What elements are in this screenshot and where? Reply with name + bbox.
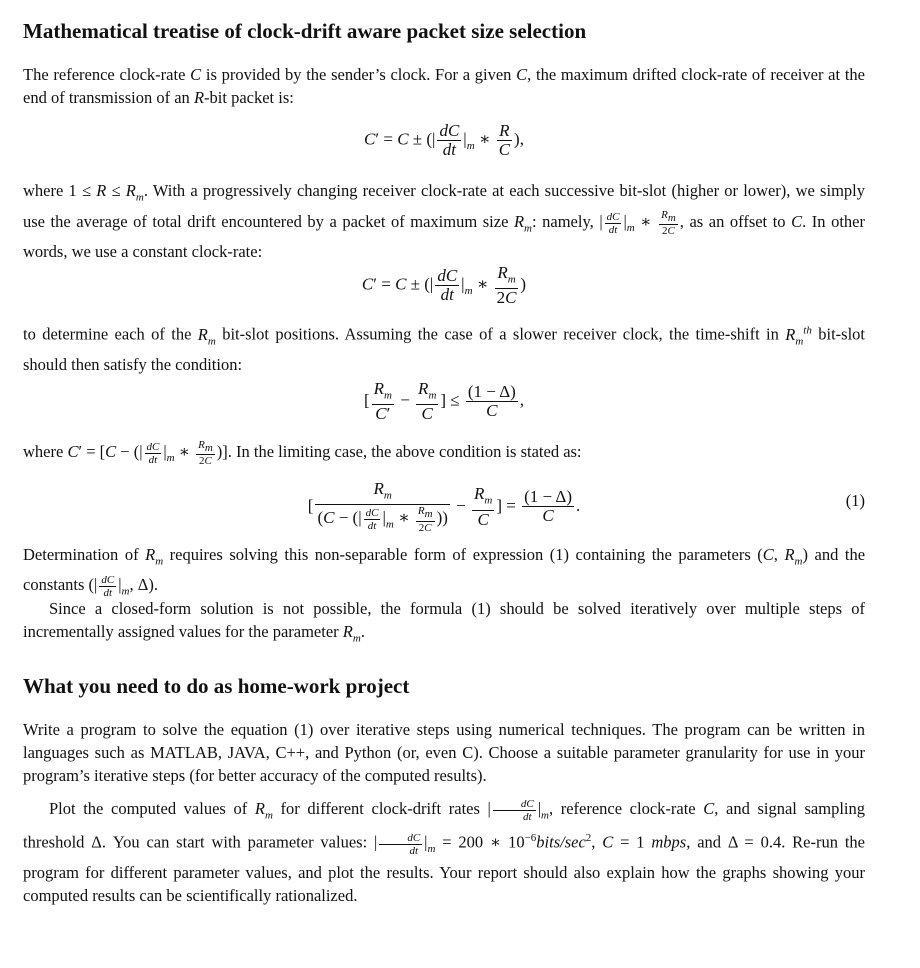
paragraph-average-drift: where $1 \le R \le R_m$. With a progressively changing receiver clock-rate at each successive bit-slot (higher or lower), we simply use the average of total drift encountered by a packet of maximum size $R_m$: namely, | $\frac{dC}{dt}$ $|_m$ ∗ $\frac{R_m}{2C}$ , as an offset to C. In other words, we use a constant clock-rate: [23, 181, 865, 262]
paragraph-plot-values: Plot the computed values of $R_m$ for different clock-drift rates | $\frac{dC}{dt}$ $|_m$, reference clock-rate C, and signal sampling threshold Δ. You can start with parameter values: | $\frac{dC}{dt}$ $|_m = 200$ ∗ $10^{-6}bits/\sec^2$, C = 1 mbps, and Δ = 0.4. Re-run the program for different parameter values, and plot the results. Your report should also explain how the graphs showing your computed results can be scientifically rationalized. [23, 797, 866, 906]
equation-condition: [ $\frac{R_m}{C'}$ − $\frac{R_m}{C}$ ] ≤ $\frac{(1 - \Delta)}{C}$ , [363, 379, 525, 424]
section-title-treatise: Mathematical treatise of clock-drift aware packet size selection [23, 19, 587, 43]
equation-number: (1) [845, 491, 865, 510]
paragraph-reference-clock: The reference clock-rate C is provided by the sender’s clock. For a given C, the maximum drifted clock-rate of receiver at the end of transmission of an R-bit packet is: [23, 65, 865, 107]
equation-constant-rate: C′ = C ± (| $\frac{dC}{dt}$ $|_m$ ∗ $\frac{R_m}{2C}$ ) [361, 263, 527, 308]
paragraph-where-cprime: where C′ = [C − (| $\frac{dC}{dt}$ $|_m$ ∗ $\frac{R_m}{2C}$ )]. In the limiting case, the above condition is stated as: [23, 439, 582, 468]
paragraph-write-program: Write a program to solve the equation (1) over iterative steps using numerical techniques. The program can be written in languages such as MATLAB, JAVA, C++, and Python (or, even C). Choose a suitable parameter granularity for use in your program’s iterative steps (for better accuracy of the computed results). [23, 720, 865, 785]
equation-1-limiting: [ $R_m$ (C − (| $\frac{dC}{dt}$ $|_m$ ∗ $\frac{R_m}{2C}$ )) − $\frac{R_m}{C}$ ] = $\frac{(1 - \Delta)}{C}$ . [307, 479, 581, 534]
section-title-homework: What you need to do as home-work project [23, 674, 410, 698]
paragraph-determination: Determination of $R_m$ requires solving this non-separable form of expression (1) containing the parameters (C, $R_m$) and the constants (| $\frac{dC}{dt}$ $|_m$, Δ). [23, 545, 866, 600]
paragraph-iterative: Since a closed-form solution is not possible, the formula (1) should be solved iteratively over multiple steps of incrementally assigned values for the parameter $R_m$. [23, 599, 865, 645]
paragraph-bit-slot: to determine each of the $R_m$ bit-slot positions. Assuming the case of a slower receiver clock, the time-shift in $R_m^{th}$ bit-slot should then satisfy the condition: [23, 324, 865, 374]
equation-drifted-rate: C′ = C ± (| $\frac{dC}{dt}$ $|_m$ ∗ $\frac{R}{C}$ ), [364, 121, 524, 159]
